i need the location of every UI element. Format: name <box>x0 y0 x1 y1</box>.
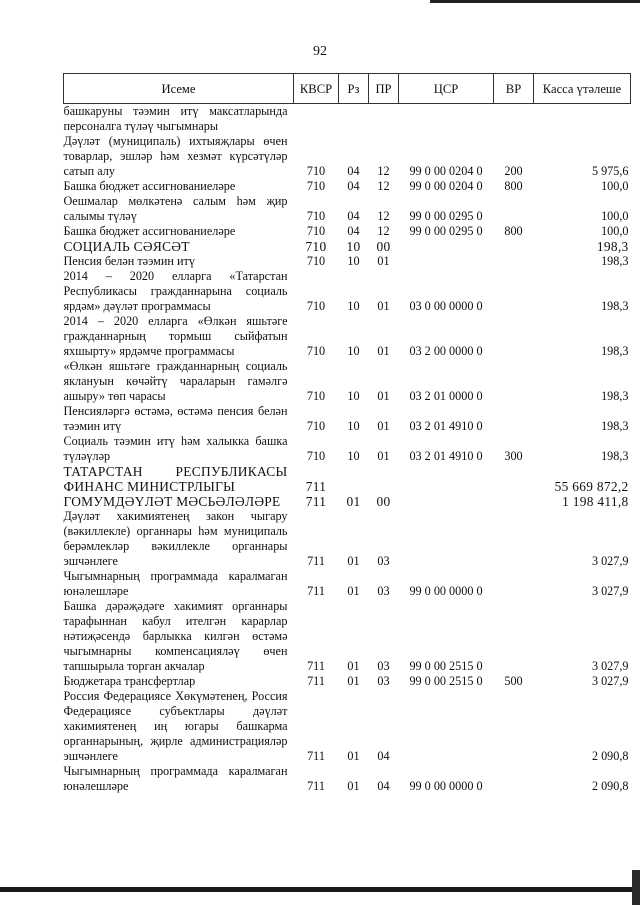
table-row <box>64 269 631 314</box>
row-csr <box>399 254 494 269</box>
header-vr: ВР <box>494 74 534 104</box>
row-csr: 03 2 01 4910 0 <box>409 419 483 433</box>
row-pr: 12 <box>377 209 390 223</box>
row-vr <box>494 269 534 314</box>
row-kvsr: 711 <box>307 554 325 568</box>
table-row <box>64 764 631 794</box>
row-name: Оешмалар мөлкәтенә салым һәм җир салымы түләү <box>63 194 288 223</box>
row-pr: 00 <box>376 239 391 254</box>
row-kassa: 198,3 <box>601 344 629 358</box>
table-row <box>64 509 631 569</box>
table-row <box>64 104 631 135</box>
row-pr: 01 <box>377 299 390 313</box>
row-csr <box>399 509 494 569</box>
row-kvsr: 710 <box>306 419 326 433</box>
row-name: Пенсия белән тәэмин итү <box>63 254 195 268</box>
row-vr: 800 <box>504 224 523 238</box>
row-vr: 300 <box>504 449 523 463</box>
row-csr: 99 0 00 2515 0 <box>409 674 483 688</box>
row-kassa: 100,0 <box>601 179 629 193</box>
table-body <box>64 104 631 795</box>
row-pr <box>369 464 399 494</box>
row-rz: 10 <box>347 299 360 313</box>
table-row <box>64 359 631 404</box>
row-rz <box>339 464 369 494</box>
row-kassa: 1 198 411,8 <box>562 494 629 509</box>
row-kassa: 3 027,9 <box>591 584 629 598</box>
row-kvsr <box>294 104 339 135</box>
row-pr: 03 <box>377 659 390 673</box>
row-vr <box>494 254 534 269</box>
row-csr <box>399 689 494 764</box>
row-vr: 800 <box>504 179 523 193</box>
budget-table <box>63 73 631 794</box>
row-csr: 03 0 00 0000 0 <box>409 299 483 313</box>
row-pr: 12 <box>377 224 390 238</box>
row-rz: 01 <box>347 554 360 568</box>
row-pr <box>369 104 399 135</box>
table-row <box>64 464 631 494</box>
row-pr: 01 <box>377 419 390 433</box>
row-name: «Өлкән яшьтәге гражданнарның социаль яклануын көчәйтү чараларын гамәлгә ашыру» төп чарасы <box>63 359 288 403</box>
table-row <box>64 674 631 689</box>
row-vr <box>494 494 534 509</box>
row-name: Бюджетара трансфертлар <box>63 674 196 688</box>
header-name: Исеме <box>64 74 294 104</box>
row-kassa: 198,3 <box>601 449 629 463</box>
row-kvsr: 710 <box>306 164 326 178</box>
row-rz: 10 <box>347 389 360 403</box>
row-kvsr: 711 <box>307 674 325 688</box>
row-name: башкаруны тәэмин итү максатларында персоналга түләү чыгымнары <box>63 104 288 133</box>
row-kvsr: 710 <box>306 254 326 268</box>
row-rz: 10 <box>347 254 360 268</box>
table-row <box>64 179 631 194</box>
row-name: 2014 – 2020 елларга «Өлкән яшьтәге гражданнарның тормыш сыйфатын яхшырту» ярдәмче программасы <box>63 314 288 358</box>
row-kvsr: 710 <box>305 239 327 254</box>
row-pr: 01 <box>377 389 390 403</box>
row-csr: 99 0 00 2515 0 <box>409 659 483 673</box>
row-csr <box>399 464 494 494</box>
row-pr: 04 <box>377 779 390 793</box>
row-vr <box>494 689 534 764</box>
table-row <box>64 239 631 254</box>
row-vr: 500 <box>504 674 523 688</box>
table-row <box>64 194 631 224</box>
header-kvsr: КВСР <box>294 74 339 104</box>
table-row <box>64 569 631 599</box>
row-rz: 04 <box>347 179 360 193</box>
row-kassa: 2 090,8 <box>591 779 629 793</box>
row-kvsr: 711 <box>307 584 325 598</box>
row-kassa <box>534 104 631 135</box>
row-rz: 01 <box>347 674 360 688</box>
row-name: Башка дәрәҗәдәге хакимият органнары тарафыннан кабул ителгән карарлар нәтиҗәсендә барлыкка килгән өстәмә чыгымнарны компенсацияләү өчен тапшырыла торган акчалар <box>63 599 288 673</box>
page-number: 92 <box>313 44 327 59</box>
table-row <box>64 599 631 674</box>
row-name: Россия Федерациясе Хөкүмәтенең, Россия Федерациясе субъектлары дәүләт хакимиятенең иң югары башкарма органнарының, җирле администрацияләр эшчәнлеге <box>63 689 288 763</box>
row-rz: 01 <box>347 749 360 763</box>
row-csr: 99 0 00 0295 0 <box>409 209 483 223</box>
row-kvsr: 710 <box>306 209 326 223</box>
row-name: Башка бюджет ассигнованиеләре <box>63 224 236 238</box>
row-vr <box>494 314 534 359</box>
row-name: Дәүләт хакимиятенең закон чыгару (вәкиллекле) органнары һәм муниципаль берәмлекләр вәкиллекле органнары эшчәнлеге <box>63 509 288 568</box>
row-rz: 04 <box>347 164 360 178</box>
row-csr: 99 0 00 0000 0 <box>409 779 483 793</box>
row-rz: 10 <box>347 344 360 358</box>
row-vr <box>494 104 534 135</box>
row-kassa: 198,3 <box>601 419 629 433</box>
row-name: ТАТАРСТАН РЕСПУБЛИКАСЫ ФИНАНС МИНИСТРЛЫГЫ <box>63 464 288 494</box>
row-rz <box>339 104 369 135</box>
row-vr <box>494 569 534 599</box>
header-pr: ПР <box>369 74 399 104</box>
table-row <box>64 404 631 434</box>
row-name: Чыгымнарның программада каралмаган юнәлешләре <box>63 569 288 598</box>
row-csr: 99 0 00 0204 0 <box>409 179 483 193</box>
row-name: Башка бюджет ассигнованиеләре <box>63 179 236 193</box>
row-rz: 04 <box>347 209 360 223</box>
row-vr <box>494 509 534 569</box>
row-pr: 01 <box>377 344 390 358</box>
table-row <box>64 689 631 764</box>
row-kvsr: 710 <box>306 449 326 463</box>
row-csr: 03 2 01 0000 0 <box>409 389 483 403</box>
table-header-row <box>64 74 631 104</box>
row-name: 2014 – 2020 елларга «Татарстан Республикасы гражданнарына социаль ярдәм» дәүләт программасы <box>63 269 288 313</box>
table-row <box>64 314 631 359</box>
row-name: Дәүләт (муниципаль) ихтыяҗлары өчен товарлар, эшләр һәм хезмәт күрсәтүләр сатып алу <box>63 134 288 178</box>
row-kvsr: 710 <box>306 389 326 403</box>
row-csr <box>399 494 494 509</box>
row-kvsr: 711 <box>307 779 325 793</box>
row-kvsr: 710 <box>306 179 326 193</box>
row-vr <box>494 359 534 404</box>
row-rz: 10 <box>346 239 361 254</box>
row-name: Чыгымнарның программада каралмаган юнәлешләре <box>63 764 288 793</box>
row-vr <box>494 404 534 434</box>
row-kvsr: 711 <box>307 659 325 673</box>
scan-edge-corner <box>632 870 640 905</box>
row-rz: 01 <box>347 584 360 598</box>
row-vr <box>494 764 534 794</box>
row-kassa: 5 975,6 <box>591 164 629 178</box>
row-kassa: 100,0 <box>601 209 629 223</box>
row-kassa: 2 090,8 <box>591 749 629 763</box>
row-pr: 03 <box>377 554 390 568</box>
row-csr <box>399 239 494 254</box>
row-csr: 99 0 00 0000 0 <box>409 584 483 598</box>
table-row <box>64 224 631 239</box>
table-row <box>64 434 631 464</box>
row-pr: 04 <box>377 749 390 763</box>
row-kassa: 55 669 872,2 <box>554 479 629 494</box>
header-csr: ЦСР <box>399 74 494 104</box>
row-kvsr: 711 <box>307 749 325 763</box>
table-row <box>64 254 631 269</box>
row-name: ГОМУМДӘҮЛӘТ МӘСЬӘЛӘЛӘРЕ <box>63 494 281 509</box>
row-rz: 04 <box>347 224 360 238</box>
row-pr: 12 <box>377 179 390 193</box>
row-pr: 01 <box>377 254 390 268</box>
row-kassa: 3 027,9 <box>591 554 629 568</box>
scan-edge-bottom <box>0 887 640 892</box>
row-kvsr: 711 <box>305 479 327 494</box>
row-kvsr: 711 <box>305 494 327 509</box>
row-kvsr: 710 <box>306 299 326 313</box>
table-row <box>64 134 631 179</box>
row-vr <box>494 239 534 254</box>
row-vr <box>494 599 534 674</box>
row-vr <box>494 464 534 494</box>
row-rz: 10 <box>347 419 360 433</box>
row-rz: 01 <box>347 659 360 673</box>
row-rz: 01 <box>347 779 360 793</box>
row-kassa: 198,3 <box>601 254 629 268</box>
scan-edge-top <box>430 0 640 3</box>
row-rz: 10 <box>347 449 360 463</box>
row-vr: 200 <box>504 164 523 178</box>
row-kvsr: 710 <box>306 344 326 358</box>
row-kassa: 198,3 <box>601 389 629 403</box>
row-csr: 99 0 00 0204 0 <box>409 164 483 178</box>
header-rz: Рз <box>339 74 369 104</box>
row-pr: 00 <box>376 494 391 509</box>
row-pr: 03 <box>377 674 390 688</box>
row-kassa: 198,3 <box>596 239 629 254</box>
row-kvsr: 710 <box>306 224 326 238</box>
row-name: СОЦИАЛЬ СӘЯСӘТ <box>63 239 190 254</box>
row-pr: 01 <box>377 449 390 463</box>
row-kassa: 198,3 <box>601 299 629 313</box>
header-kassa: Касса үтәлеше <box>534 74 631 104</box>
table-row <box>64 494 631 509</box>
row-csr: 99 0 00 0295 0 <box>409 224 483 238</box>
row-kassa: 3 027,9 <box>591 659 629 673</box>
row-csr: 03 2 01 4910 0 <box>409 449 483 463</box>
row-csr <box>399 104 494 135</box>
row-kassa: 100,0 <box>601 224 629 238</box>
row-csr: 03 2 00 0000 0 <box>409 344 483 358</box>
row-pr: 12 <box>377 164 390 178</box>
row-name: Пенсияләргә өстәмә, өстәмә пенсия белән тәэмин итү <box>63 404 288 433</box>
row-rz: 01 <box>346 494 361 509</box>
row-name: Социаль тәэмин итү һәм халыкка башка түләүләр <box>63 434 288 463</box>
row-vr <box>494 194 534 224</box>
row-kassa: 3 027,9 <box>591 674 629 688</box>
row-pr: 03 <box>377 584 390 598</box>
